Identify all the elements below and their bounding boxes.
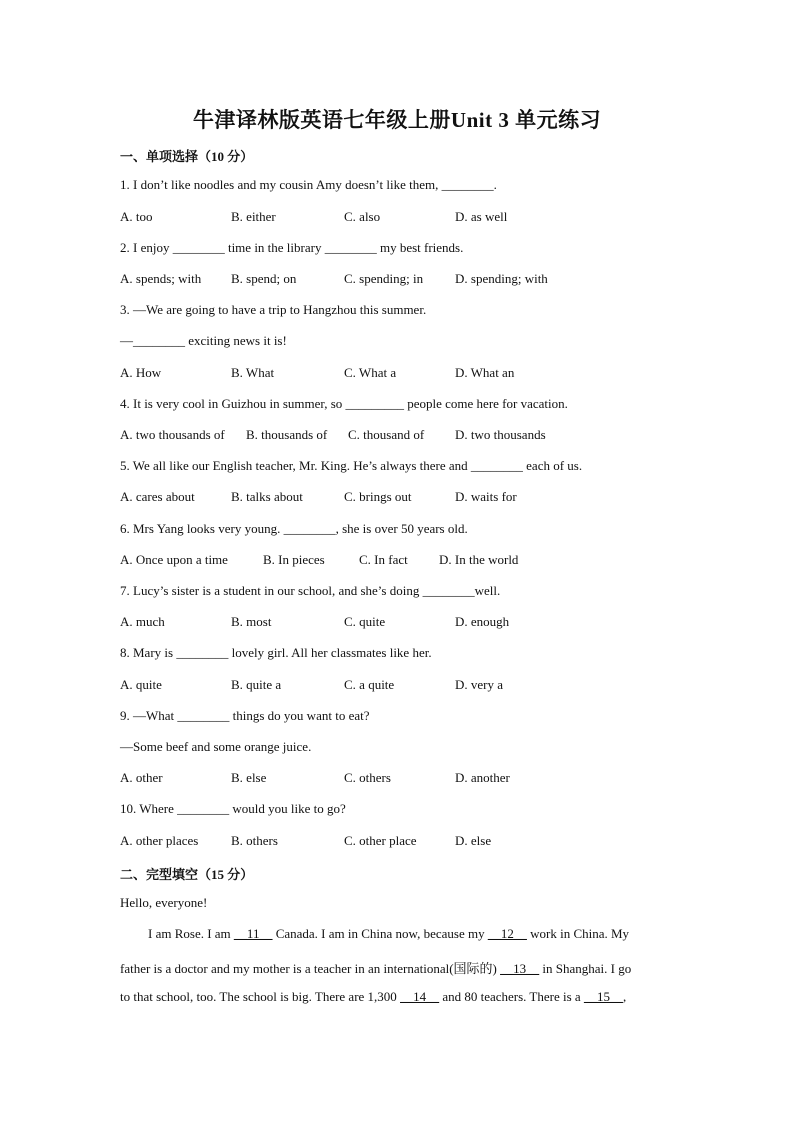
- option-b: B. others: [231, 833, 278, 848]
- option-b: B. In pieces: [263, 552, 325, 567]
- passage-text: ,: [622, 989, 627, 1004]
- page-title: 牛津译林版英语七年级上册Unit 3 单元练习: [192, 108, 602, 132]
- section-heading-multiple-choice: 一、单项选择（10 分）: [120, 149, 254, 164]
- option-d: D. as well: [455, 209, 508, 224]
- passage-text: to that school, too. The school is big. There are 1,300: [120, 989, 401, 1004]
- option-d: D. waits for: [455, 489, 517, 504]
- question-options: [120, 770, 680, 788]
- question-stem: 1. I don’t like noodles and my cousin Amy doesn’t like them, ________.: [120, 177, 497, 192]
- question-options: [120, 552, 680, 570]
- option-d: D. What an: [455, 365, 515, 380]
- option-b: B. either: [231, 209, 276, 224]
- passage-text: father is a doctor and my mother is a teacher in an international(国际的): [120, 961, 501, 976]
- option-d: D. two thousands: [455, 427, 546, 442]
- option-c: C. What a: [344, 365, 397, 380]
- question-stem: 9. —What ________ things do you want to eat?: [120, 708, 370, 723]
- option-c: C. quite: [344, 614, 386, 629]
- passage-text: and 80 teachers. There is a: [439, 989, 584, 1004]
- option-b: B. thousands of: [246, 427, 328, 442]
- blank-15: __15__: [583, 989, 623, 1004]
- question-options: [120, 271, 680, 289]
- option-b: B. What: [231, 365, 275, 380]
- option-b: B. spend; on: [231, 271, 297, 286]
- section-heading-cloze: 二、完型填空（15 分）: [120, 867, 254, 882]
- question-stem: 7. Lucy’s sister is a student in our school, and she’s doing ________well.: [120, 583, 501, 598]
- question-stem: 2. I enjoy ________ time in the library ________ my best friends.: [120, 240, 464, 255]
- passage-greeting: Hello, everyone!: [120, 895, 208, 910]
- option-a: A. spends; with: [120, 271, 202, 286]
- question-stem: 5. We all like our English teacher, Mr. King. He’s always there and ________ each of us.: [120, 458, 583, 473]
- option-c: C. thousand of: [348, 427, 425, 442]
- option-a: A. Once upon a time: [120, 552, 228, 567]
- blank-12: __12__: [487, 926, 527, 941]
- option-b: B. most: [231, 614, 272, 629]
- option-c: C. brings out: [344, 489, 412, 504]
- option-a: A. other places: [120, 833, 199, 848]
- question-stem: 10. Where ________ would you like to go?: [120, 801, 346, 816]
- option-d: D. else: [455, 833, 492, 848]
- option-d: D. very a: [455, 677, 504, 692]
- option-c: C. In fact: [359, 552, 408, 567]
- option-b: B. quite a: [231, 677, 282, 692]
- option-c: C. other place: [344, 833, 417, 848]
- option-b: B. else: [231, 770, 267, 785]
- passage-line: [120, 989, 626, 1005]
- question-options: [120, 677, 680, 695]
- option-a: A. quite: [120, 677, 162, 692]
- question-options: [120, 209, 680, 227]
- option-a: A. How: [120, 365, 162, 380]
- question-stem-response: —________ exciting news it is!: [120, 333, 287, 348]
- option-a: A. other: [120, 770, 163, 785]
- passage-text: work in China. My: [526, 926, 630, 941]
- passage-line: [148, 926, 629, 942]
- question-stem: 8. Mary is ________ lovely girl. All her classmates like her.: [120, 645, 432, 660]
- question-options: [120, 427, 680, 445]
- blank-14: __14__: [400, 989, 440, 1004]
- option-a: A. too: [120, 209, 153, 224]
- question-stem: 3. —We are going to have a trip to Hangzhou this summer.: [120, 302, 427, 317]
- option-c: C. spending; in: [344, 271, 424, 286]
- option-d: D. In the world: [439, 552, 519, 567]
- option-b: B. talks about: [231, 489, 303, 504]
- option-c: C. a quite: [344, 677, 395, 692]
- passage-text: in Shanghai. I go: [539, 961, 632, 976]
- option-d: D. enough: [455, 614, 510, 629]
- blank-13: __13__: [500, 961, 540, 976]
- passage-line: [120, 958, 631, 977]
- question-stem: 4. It is very cool in Guizhou in summer, so _________ people come here for vacation.: [120, 396, 568, 411]
- question-options: [120, 489, 680, 507]
- question-options: [120, 833, 680, 851]
- option-a: A. cares about: [120, 489, 195, 504]
- blank-11: __11__: [233, 926, 273, 941]
- question-options: [120, 365, 680, 383]
- option-d: D. another: [455, 770, 510, 785]
- passage-text: I am Rose. I am: [148, 926, 234, 941]
- question-stem-response: —Some beef and some orange juice.: [120, 739, 312, 754]
- option-c: C. others: [344, 770, 391, 785]
- option-a: A. two thousands of: [120, 427, 225, 442]
- option-a: A. much: [120, 614, 165, 629]
- passage-text: Canada. I am in China now, because my: [272, 926, 488, 941]
- question-stem: 6. Mrs Yang looks very young. ________, she is over 50 years old.: [120, 521, 468, 536]
- option-d: D. spending; with: [455, 271, 548, 286]
- question-options: [120, 614, 680, 632]
- option-c: C. also: [344, 209, 381, 224]
